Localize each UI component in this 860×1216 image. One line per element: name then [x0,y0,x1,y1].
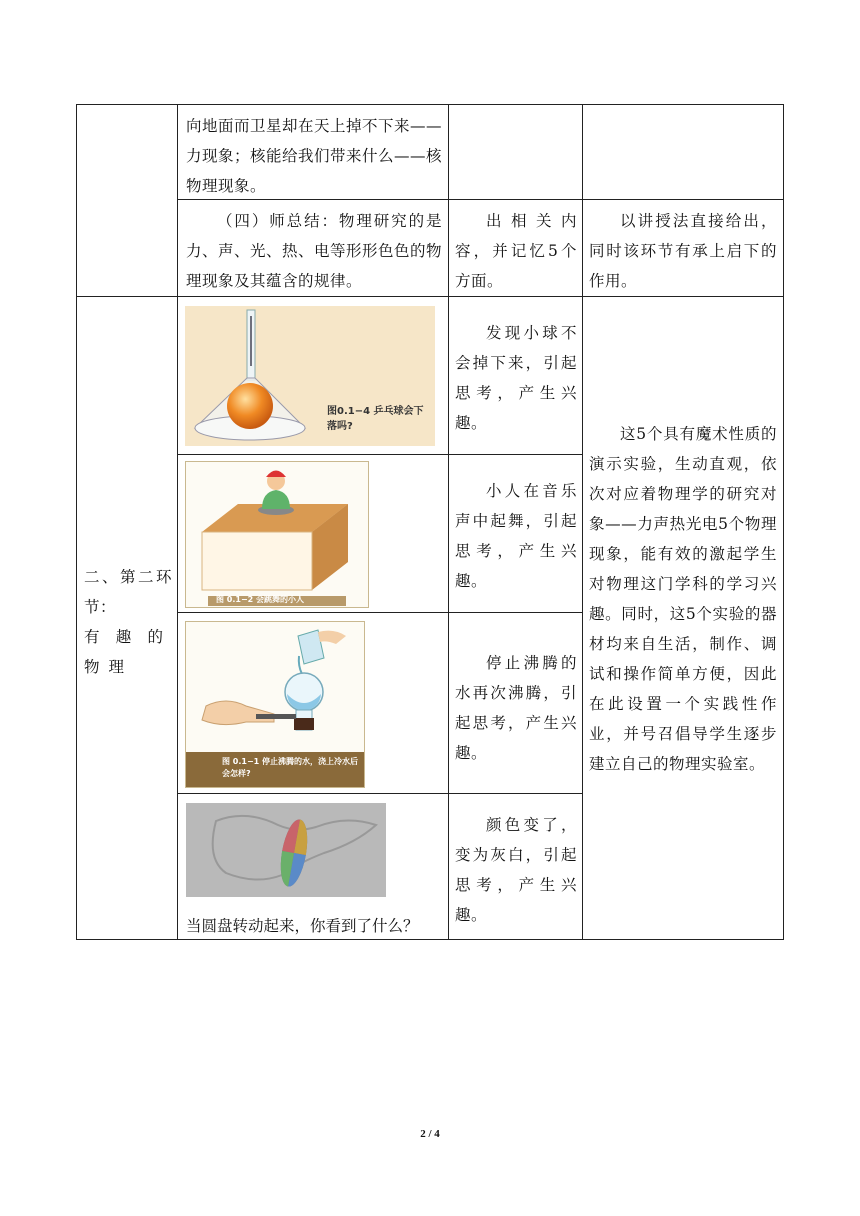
row-divider [177,454,582,455]
section-title [84,562,172,682]
section-title-line1: 二、第二环节： [84,568,172,616]
experiment-4-student-text: 颜色变了，变为灰白，引起思考，产生兴趣。 [455,816,577,924]
student-activity-text: 出相关内容，并记忆5个方面。 [455,212,577,290]
section-title-line2: 有趣的物理 [84,628,172,676]
dancing-figure-caption: 图 0.1−2 会跳舞的小人 [216,595,305,604]
section-purpose-text: 这5个具有魔术性质的演示实验，生动直观，依次对应着物理学的研究对象——力声热光电5个物理现象，能有效的激起学生对物理这门学科的学习兴趣。同时，这5个实验的器材均来自生活，制作、调试和操作简单方便，因此在此设置一个实践性作业，并号召倡导学生逐步建立自己的物理实验室。 [589,425,777,773]
color-disc-photo [186,803,386,897]
row-divider [177,793,582,794]
experiment-2-student-text: 小人在音乐声中起舞，引起思考，产生兴趣。 [455,482,577,590]
table-border-right [783,104,784,940]
ping-pong-caption: 图0.1−4 乒乓球会下落吗? [327,406,424,432]
boiling-water-illustration [185,621,365,788]
experiment-1-student-text: 发现小球不会掉下来，引起思考，产生兴趣。 [455,324,577,432]
row-divider [76,296,783,297]
teacher-summary-text: （四）师总结：物理研究的是力、声、光、热、电等形形色色的物理现象及其蕴含的规律。 [186,212,443,290]
boiling-water-caption: 图 0.1−1 停止沸腾的水，浇上冷水后会怎样? [186,752,364,787]
table-border-left [76,104,77,940]
column-divider [582,104,583,940]
column-divider [177,104,178,940]
column-divider [448,104,449,940]
table-border-top [76,104,783,105]
row-divider [177,612,582,613]
design-purpose-text: 以讲授法直接给出，同时该环节有承上启下的作用。 [589,212,777,290]
dancing-figure-illustration [185,461,369,608]
page-number: 2 / 4 [420,1128,440,1140]
teacher-activity-text: 向地面而卫星却在天上掉不下来——力现象；核能给我们带来什么——核物理现象。 [186,117,443,195]
experiment-3-student-text: 停止沸腾的水再次沸腾，引起思考，产生兴趣。 [455,654,577,762]
ping-pong-funnel-illustration [185,306,435,446]
color-disc-question: 当圆盘转动起来，你看到了什么？ [186,917,419,935]
